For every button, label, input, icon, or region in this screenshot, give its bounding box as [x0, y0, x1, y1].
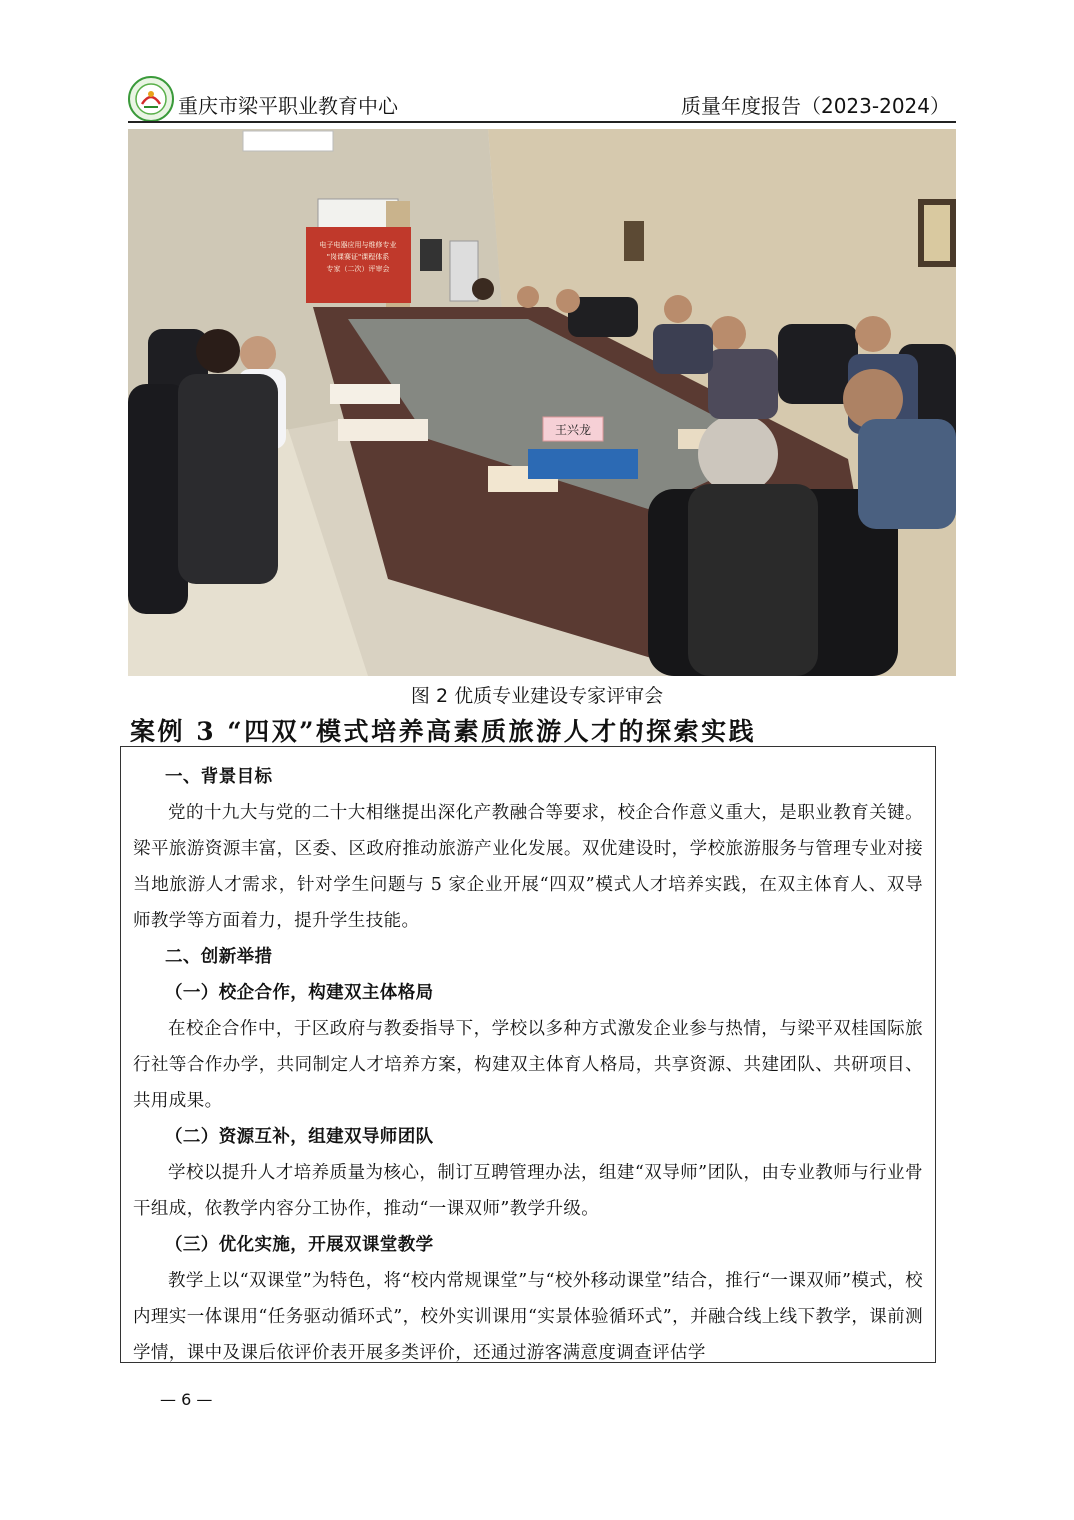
section-heading: 一、背景目标 [165, 767, 273, 787]
paragraph: 党的十九大与党的二十大相继提出深化产教融合等要求，校企合作意义重大，是职业教育关键。梁平旅游资源丰富，区委、区政府推动旅游产业化发展。双优建设时，学校旅游服务与管理专业对接当地旅游人才需求，针对学生问题与 5 家企业开展“四双”模式人才培养实践，在双主体育人、双导师教学等方面着力，提升学生技能。 [133, 803, 923, 931]
subsection-heading: （一）校企合作，构建双主体格局 [165, 983, 434, 1003]
subsection-heading: （三）优化实施，开展双课堂教学 [165, 1235, 434, 1255]
header-divider [128, 121, 956, 123]
paragraph: 在校企合作中，于区政府与教委指导下，学校以多种方式激发企业参与热情，与梁平双桂国际旅行社等合作办学，共同制定人才培养方案，构建双主体育人格局，共享资源、共建团队、共研项目、共用成果。 [133, 1019, 923, 1111]
page-header [128, 76, 956, 124]
paragraph: 教学上以“双课堂”为特色，将“校内常规课堂”与“校外移动课堂”结合，推行“一课双师”模式，校内理实一体课用“任务驱动循环式”，校外实训课用“实景体验循环式”，并融合线上线下教学，课前测学情，课中及课后依评价表开展多类评价，还通过游客满意度调查评估学 [133, 1271, 923, 1363]
case-title: 案例 3 “四双”模式培养高素质旅游人才的探索实践 [130, 717, 757, 746]
paragraph: 学校以提升人才培养质量为核心，制订互聘管理办法，组建“双导师”团队，由专业教师与行业骨干组成，依教学内容分工协作，推动“一课双师”教学升级。 [133, 1163, 923, 1219]
page-number: — 6 — [160, 1390, 213, 1409]
section-heading: 二、创新举措 [165, 947, 273, 967]
meeting-photo [128, 129, 956, 676]
figure-caption: 图 2 优质专业建设专家评审会 [410, 685, 664, 707]
school-emblem-icon [128, 76, 174, 122]
school-name: 重庆市梁平职业教育中心 [178, 94, 398, 118]
case-content-box [120, 746, 936, 1363]
nameplate-text: 王兴龙 [554, 423, 592, 437]
subsection-heading: （二）资源互补，组建双导师团队 [165, 1127, 434, 1147]
screen-text-3: 专家（二次）评审会 [326, 265, 390, 273]
screen-text-2: "岗课赛证"课程体系 [326, 253, 390, 261]
screen-text-1: 电子电器应用与维修专业 [319, 241, 397, 249]
report-title: 质量年度报告（2023-2024） [680, 94, 950, 118]
